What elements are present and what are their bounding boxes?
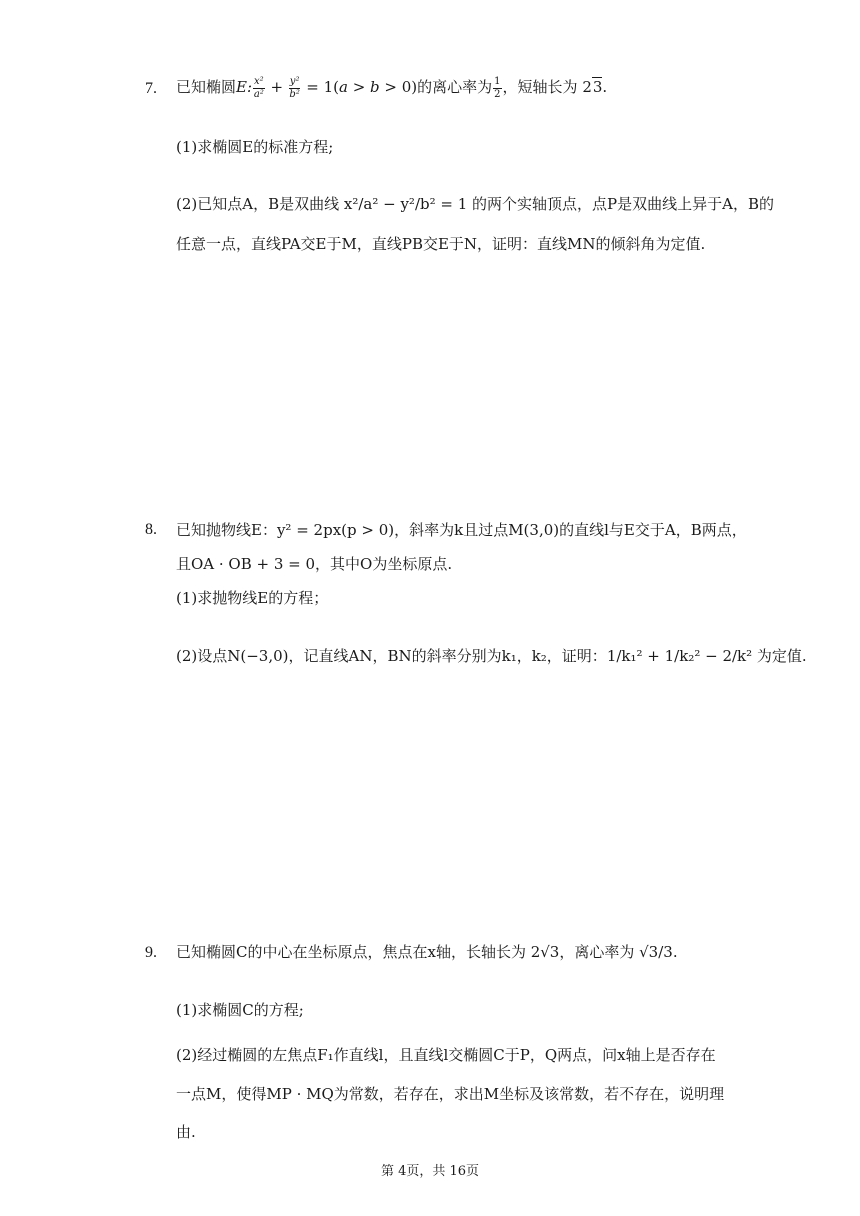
problem-stem: 已知椭圆E: $\frac{\text{x²}}{\text{a²}}$ + $\frac{\text{y²}}{\text{b²}}$ = 1(a > b > 0)的离心率为 $\frac{1}{2}$ ，短轴长为 23. xyxy=(176,75,608,100)
part-1: (1)求椭圆C的方程; xyxy=(176,1001,304,1019)
part-1: (1)求椭圆E的标准方程; xyxy=(176,138,334,156)
part-2: (2)设点N(−3,0)，记直线AN，BN的斜率分别为k₁，k₂，证明：1/k₁² + 1/k₂² − 2/k² 为定值. xyxy=(176,647,807,665)
problem-number: 8. xyxy=(145,521,157,538)
part-2-line-2: 任意一点，直线PA交E于M，直线PB交E于N，证明：直线MN的倾斜角为定值. xyxy=(176,235,706,253)
part-2-line-1: (2)经过椭圆的左焦点F₁作直线l，且直线l交椭圆C于P，Q两点，问x轴上是否存在 xyxy=(176,1046,716,1064)
problem-number: 9. xyxy=(145,944,157,961)
part-2-line-2: 一点M，使得MP · MQ为常数，若存在，求出M坐标及该常数，若不存在，说明理 xyxy=(176,1085,725,1103)
problem-stem-line-1: 已知抛物线E：y² = 2px(p > 0)，斜率为k且过点M(3,0)的直线l与E交于A，B两点， xyxy=(176,521,747,539)
part-1: (1)求抛物线E的方程； xyxy=(176,589,329,607)
part-2-line-1: (2)已知点A，B是双曲线 x²/a² − y²/b² = 1 的两个实轴顶点，点P是双曲线上异于A，B的 xyxy=(176,195,774,213)
page-footer: 第 4页，共 16页 xyxy=(380,1164,480,1179)
part-2-line-3: 由. xyxy=(176,1123,196,1141)
problem-number: 7. xyxy=(145,80,157,97)
problem-stem-line-2: 且OA · OB + 3 = 0，其中O为坐标原点. xyxy=(176,555,453,573)
problem-stem-line-1: 已知椭圆C的中心在坐标原点，焦点在x轴，长轴长为 2√3，离心率为 √3/3. xyxy=(176,943,678,961)
